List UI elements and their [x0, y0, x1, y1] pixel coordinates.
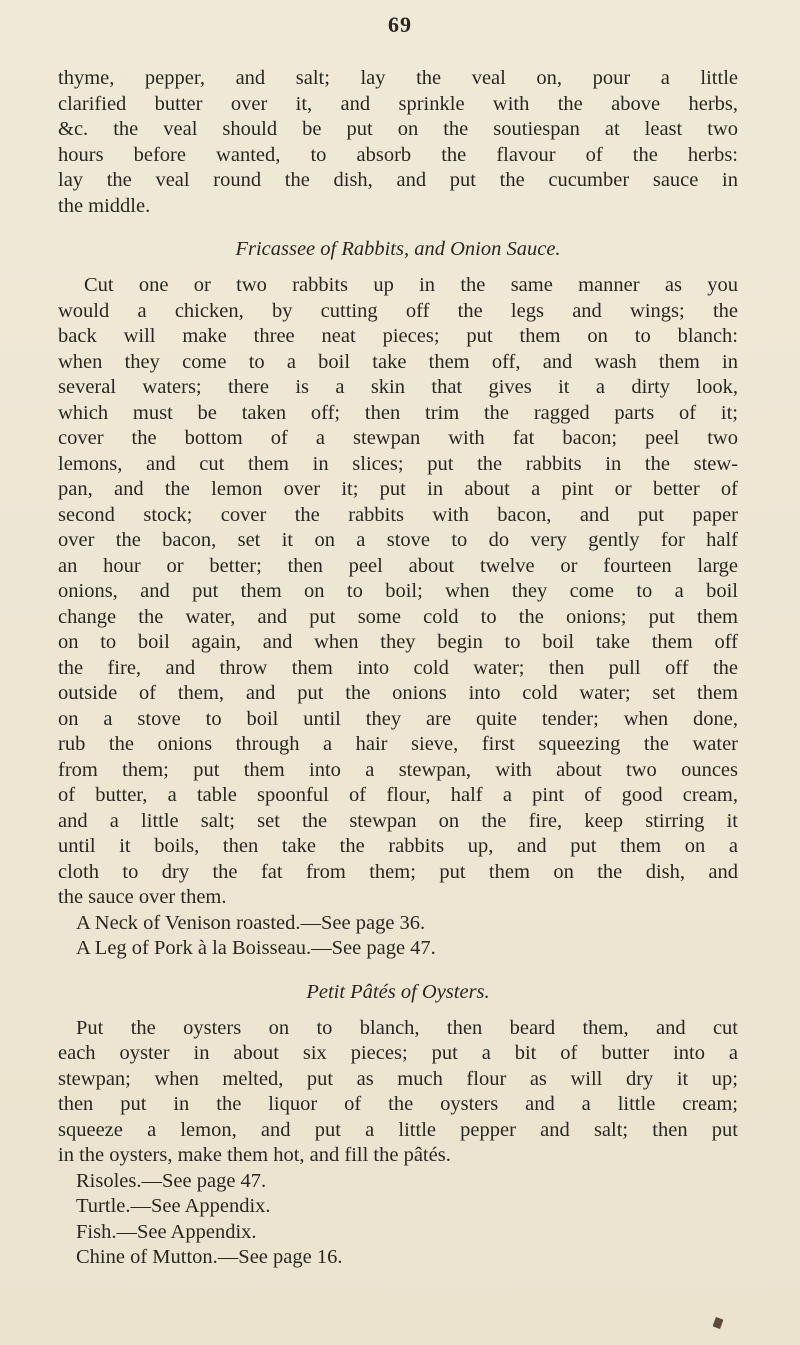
fricassee-line: rub the onions through a hair sieve, first squeezing the water [58, 733, 738, 755]
fricassee-line: the sauce over them. [58, 886, 227, 908]
fricassee-line: when they come to a boil take them off, and wash them in [58, 350, 738, 373]
cross-reference: Chine of Mutton.—See page 16. [76, 1246, 343, 1268]
petit-pates-heading: Petit Pâtés of Oysters. [306, 980, 490, 1003]
fricassee-line: cloth to dry the fat from them; put them on the dish, and [58, 860, 738, 883]
petit-pates-line: in the oysters, make them hot, and fill the pâtés. [58, 1144, 451, 1166]
petit-pates-line: Put the oysters on to blanch, then beard them, and cut [76, 1016, 738, 1039]
petit-pates-line: then put in the liquor of the oysters and a little cream; [58, 1093, 738, 1115]
page-number: 69 [388, 12, 412, 37]
fricassee-line: on a stove to boil until they are quite tender; when done, [58, 707, 738, 730]
intro-line: hours before wanted, to absorb the flavour of the herbs: [58, 143, 738, 166]
fricassee-line: until it boils, then take the rabbits up, and put them on a [58, 835, 738, 857]
cross-reference: Turtle.—See Appendix. [76, 1195, 271, 1217]
intro-line: thyme, pepper, and salt; lay the veal on, pour a little [58, 67, 738, 89]
fricassee-heading: Fricassee of Rabbits, and Onion Sauce. [235, 238, 561, 260]
fricassee-line: lemons, and cut them in slices; put the rabbits in the stew- [58, 452, 738, 475]
petit-pates-line: stewpan; when melted, put as much flour as will dry it up; [58, 1067, 738, 1090]
fricassee-line: cover the bottom of a stewpan with fat bacon; peel two [58, 427, 738, 449]
intro-line: lay the veal round the dish, and put the cucumber sauce in [58, 169, 738, 191]
fricassee-line: over the bacon, set it on a stove to do very gently for half [58, 529, 738, 551]
cross-reference: A Neck of Venison roasted.—See page 36. [76, 911, 426, 934]
fricassee-line: second stock; cover the rabbits with bacon, and put paper [58, 503, 738, 526]
fricassee-line: on to boil again, and when they begin to boil take them off [58, 631, 738, 653]
fricassee-line: Cut one or two rabbits up in the same manner as you [84, 274, 738, 296]
fricassee-line: the fire, and throw them into cold water; then pull off the [58, 656, 738, 679]
fricassee-line: pan, and the lemon over it; put in about a pint or better of [58, 478, 738, 500]
intro-line: clarified butter over it, and sprinkle with the above herbs, [58, 92, 738, 115]
fricassee-line: of butter, a table spoonful of flour, half a pint of good cream, [58, 784, 738, 806]
page-text [58, 66, 738, 1271]
fricassee-line: several waters; there is a skin that gives it a dirty look, [58, 376, 738, 398]
cross-reference: A Leg of Pork à la Boisseau.—See page 47. [76, 937, 436, 959]
intro-line: &c. the veal should be put on the soutiespan at least two [58, 118, 738, 140]
fricassee-line: onions, and put them on to boil; when they come to a boil [58, 580, 738, 602]
fricassee-line: from them; put them into a stewpan, with about two ounces [58, 758, 738, 781]
fricassee-line: would a chicken, by cutting off the legs and wings; the [58, 299, 738, 322]
intro-line: the middle. [58, 194, 151, 217]
fricassee-line: change the water, and put some cold to the onions; put them [58, 605, 738, 628]
fricassee-line: an hour or better; then peel about twelve or fourteen large [58, 554, 738, 577]
fricassee-line: and a little salt; set the stewpan on the fire, keep stirring it [58, 809, 738, 832]
cross-reference: Risoles.—See page 47. [76, 1169, 267, 1192]
fricassee-line: outside of them, and put the onions into cold water; set them [58, 682, 738, 704]
petit-pates-line: each oyster in about six pieces; put a bit of butter into a [58, 1042, 738, 1064]
petit-pates-line: squeeze a lemon, and put a little pepper and salt; then put [58, 1118, 738, 1141]
fricassee-line: back will make three neat pieces; put them on to blanch: [58, 325, 738, 347]
cross-reference: Fish.—See Appendix. [76, 1220, 257, 1243]
fricassee-line: which must be taken off; then trim the ragged parts of it; [58, 401, 738, 424]
ink-speck [713, 1317, 724, 1329]
